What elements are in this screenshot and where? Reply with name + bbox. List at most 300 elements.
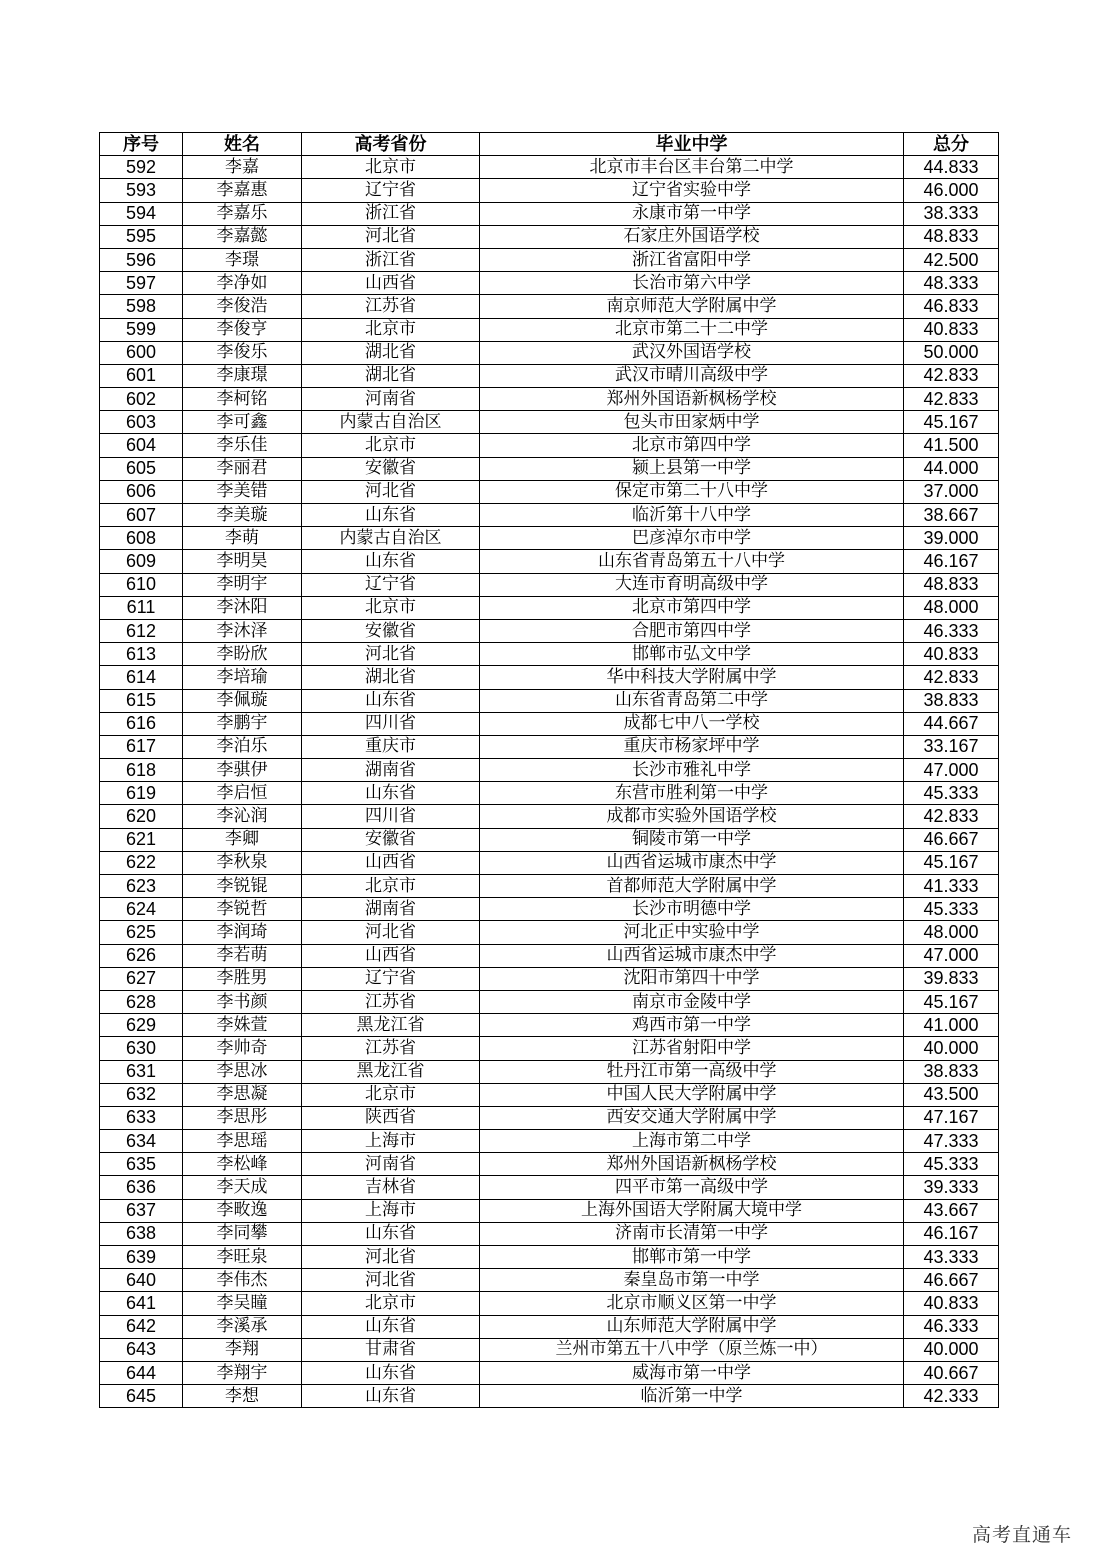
cell-score: 47.000 [904,944,999,967]
cell-score: 40.833 [904,643,999,666]
cell-province: 江苏省 [302,1037,480,1060]
cell-score: 46.333 [904,1315,999,1338]
table-row [100,619,999,642]
cell-province: 北京市 [302,156,480,179]
table-row [100,411,999,434]
table-row [100,1153,999,1176]
cell-name: 李思彤 [183,1106,302,1129]
header-province: 高考省份 [302,133,480,156]
cell-name: 李俊乐 [183,341,302,364]
cell-index: 645 [100,1385,183,1408]
table-row [100,782,999,805]
cell-name: 李俊亨 [183,318,302,341]
cell-school: 沈阳市第四十中学 [480,967,904,990]
cell-index: 606 [100,480,183,503]
cell-school: 北京市顺义区第一中学 [480,1292,904,1315]
cell-province: 河北省 [302,225,480,248]
cell-province: 内蒙古自治区 [302,527,480,550]
cell-score: 42.500 [904,248,999,271]
cell-index: 609 [100,550,183,573]
cell-name: 李溪承 [183,1315,302,1338]
cell-school: 西安交通大学附属中学 [480,1106,904,1129]
cell-school: 山东师范大学附属中学 [480,1315,904,1338]
cell-school: 包头市田家炳中学 [480,411,904,434]
cell-school: 郑州外国语新枫杨学校 [480,1153,904,1176]
cell-name: 李嘉 [183,156,302,179]
cell-score: 42.333 [904,1385,999,1408]
cell-index: 624 [100,898,183,921]
table-row [100,1060,999,1083]
cell-name: 李姝萱 [183,1014,302,1037]
cell-index: 628 [100,990,183,1013]
cell-name: 李畋逸 [183,1199,302,1222]
table-row [100,179,999,202]
cell-index: 618 [100,759,183,782]
cell-school: 合肥市第四中学 [480,619,904,642]
cell-name: 李美错 [183,480,302,503]
cell-school: 山东省青岛第五十八中学 [480,550,904,573]
cell-province: 湖南省 [302,898,480,921]
cell-name: 李俊浩 [183,295,302,318]
cell-school: 济南市长清第一中学 [480,1222,904,1245]
cell-province: 江苏省 [302,295,480,318]
cell-name: 李嘉懿 [183,225,302,248]
table-row [100,272,999,295]
cell-score: 38.833 [904,689,999,712]
table-row [100,1361,999,1384]
cell-score: 45.167 [904,411,999,434]
cell-school: 辽宁省实验中学 [480,179,904,202]
cell-name: 李吴瞳 [183,1292,302,1315]
cell-index: 644 [100,1361,183,1384]
table-row [100,759,999,782]
table-row [100,457,999,480]
cell-name: 李康璟 [183,364,302,387]
cell-index: 625 [100,921,183,944]
cell-school: 上海市第二中学 [480,1130,904,1153]
cell-province: 北京市 [302,875,480,898]
cell-index: 631 [100,1060,183,1083]
cell-school: 邯郸市弘文中学 [480,643,904,666]
table-row [100,1130,999,1153]
cell-province: 上海市 [302,1130,480,1153]
cell-score: 38.667 [904,504,999,527]
cell-province: 浙江省 [302,202,480,225]
cell-index: 598 [100,295,183,318]
cell-school: 大连市育明高级中学 [480,573,904,596]
cell-name: 李嘉乐 [183,202,302,225]
header-name: 姓名 [183,133,302,156]
cell-province: 山东省 [302,550,480,573]
cell-name: 李锐锟 [183,875,302,898]
cell-name: 李佩璇 [183,689,302,712]
table-row [100,573,999,596]
cell-index: 623 [100,875,183,898]
cell-score: 40.667 [904,1361,999,1384]
table-row [100,921,999,944]
cell-province: 北京市 [302,596,480,619]
cell-school: 浙江省富阳中学 [480,248,904,271]
table-row [100,805,999,828]
cell-name: 李翔 [183,1338,302,1361]
cell-score: 44.000 [904,457,999,480]
table-row [100,828,999,851]
cell-index: 622 [100,851,183,874]
cell-index: 610 [100,573,183,596]
cell-province: 黑龙江省 [302,1060,480,1083]
cell-score: 48.833 [904,573,999,596]
cell-province: 河北省 [302,643,480,666]
table-row [100,1269,999,1292]
cell-score: 46.667 [904,828,999,851]
cell-index: 599 [100,318,183,341]
cell-province: 辽宁省 [302,967,480,990]
cell-index: 602 [100,388,183,411]
cell-score: 45.167 [904,990,999,1013]
cell-school: 威海市第一中学 [480,1361,904,1384]
cell-score: 50.000 [904,341,999,364]
cell-name: 李思凝 [183,1083,302,1106]
table-row [100,735,999,758]
cell-score: 41.333 [904,875,999,898]
cell-school: 四平市第一高级中学 [480,1176,904,1199]
cell-score: 38.333 [904,202,999,225]
cell-index: 601 [100,364,183,387]
table-row [100,898,999,921]
cell-index: 593 [100,179,183,202]
cell-name: 李骐伊 [183,759,302,782]
cell-score: 48.833 [904,225,999,248]
cell-school: 东营市胜利第一中学 [480,782,904,805]
cell-index: 635 [100,1153,183,1176]
cell-name: 李乐佳 [183,434,302,457]
cell-score: 46.333 [904,619,999,642]
cell-index: 638 [100,1222,183,1245]
cell-school: 鸡西市第一中学 [480,1014,904,1037]
cell-school: 武汉外国语学校 [480,341,904,364]
cell-index: 611 [100,596,183,619]
header-school: 毕业中学 [480,133,904,156]
cell-name: 李美璇 [183,504,302,527]
cell-score: 33.167 [904,735,999,758]
cell-province: 山东省 [302,1361,480,1384]
cell-score: 47.167 [904,1106,999,1129]
cell-name: 李启恒 [183,782,302,805]
cell-name: 李泊乐 [183,735,302,758]
table-row [100,156,999,179]
cell-name: 李同攀 [183,1222,302,1245]
table-row [100,643,999,666]
cell-province: 内蒙古自治区 [302,411,480,434]
cell-name: 李翔宇 [183,1361,302,1384]
cell-school: 北京市第四中学 [480,596,904,619]
cell-index: 608 [100,527,183,550]
cell-name: 李萌 [183,527,302,550]
cell-school: 中国人民大学附属中学 [480,1083,904,1106]
cell-province: 甘肃省 [302,1338,480,1361]
cell-province: 河北省 [302,1269,480,1292]
cell-province: 北京市 [302,1292,480,1315]
cell-index: 637 [100,1199,183,1222]
cell-province: 四川省 [302,712,480,735]
table-row [100,596,999,619]
cell-province: 河北省 [302,480,480,503]
cell-province: 山东省 [302,1385,480,1408]
cell-index: 613 [100,643,183,666]
table-row [100,318,999,341]
table-row [100,202,999,225]
cell-index: 639 [100,1246,183,1269]
cell-school: 牡丹江市第一高级中学 [480,1060,904,1083]
table-row [100,1199,999,1222]
cell-score: 38.833 [904,1060,999,1083]
cell-score: 47.333 [904,1130,999,1153]
table-row [100,225,999,248]
cell-score: 39.333 [904,1176,999,1199]
cell-school: 首都师范大学附属中学 [480,875,904,898]
cell-name: 李秋泉 [183,851,302,874]
cell-index: 603 [100,411,183,434]
cell-score: 42.833 [904,364,999,387]
cell-province: 山东省 [302,504,480,527]
cell-score: 43.500 [904,1083,999,1106]
cell-score: 39.833 [904,967,999,990]
cell-index: 642 [100,1315,183,1338]
table-row [100,434,999,457]
cell-province: 浙江省 [302,248,480,271]
cell-province: 河北省 [302,1246,480,1269]
cell-name: 李可鑫 [183,411,302,434]
cell-index: 641 [100,1292,183,1315]
cell-score: 47.000 [904,759,999,782]
cell-index: 605 [100,457,183,480]
cell-province: 重庆市 [302,735,480,758]
cell-score: 46.167 [904,1222,999,1245]
cell-score: 42.833 [904,805,999,828]
table-body [100,156,999,1408]
cell-name: 李书颜 [183,990,302,1013]
cell-name: 李鹏宇 [183,712,302,735]
cell-province: 江苏省 [302,990,480,1013]
cell-index: 597 [100,272,183,295]
cell-province: 北京市 [302,1083,480,1106]
table-row [100,550,999,573]
cell-school: 秦皇岛市第一中学 [480,1269,904,1292]
cell-school: 临沂第一中学 [480,1385,904,1408]
cell-score: 45.167 [904,851,999,874]
cell-name: 李胜男 [183,967,302,990]
table-row [100,1222,999,1245]
cell-name: 李思瑶 [183,1130,302,1153]
cell-index: 629 [100,1014,183,1037]
cell-name: 李想 [183,1385,302,1408]
cell-province: 河南省 [302,388,480,411]
table-row [100,480,999,503]
cell-score: 40.833 [904,1292,999,1315]
cell-school: 山西省运城市康杰中学 [480,944,904,967]
cell-province: 湖南省 [302,759,480,782]
table-row [100,944,999,967]
cell-score: 40.000 [904,1338,999,1361]
cell-index: 636 [100,1176,183,1199]
cell-province: 山东省 [302,1315,480,1338]
cell-name: 李旺泉 [183,1246,302,1269]
cell-school: 兰州市第五十八中学（原兰炼一中） [480,1338,904,1361]
cell-index: 619 [100,782,183,805]
cell-school: 长沙市雅礼中学 [480,759,904,782]
cell-province: 山西省 [302,944,480,967]
header-score: 总分 [904,133,999,156]
cell-province: 北京市 [302,318,480,341]
cell-school: 长沙市明德中学 [480,898,904,921]
cell-name: 李净如 [183,272,302,295]
cell-index: 612 [100,619,183,642]
cell-score: 45.333 [904,782,999,805]
cell-name: 李培瑜 [183,666,302,689]
cell-score: 40.833 [904,318,999,341]
cell-name: 李沁润 [183,805,302,828]
cell-index: 616 [100,712,183,735]
cell-school: 北京市丰台区丰台第二中学 [480,156,904,179]
cell-name: 李沐阳 [183,596,302,619]
cell-index: 630 [100,1037,183,1060]
cell-name: 李思冰 [183,1060,302,1083]
cell-index: 634 [100,1130,183,1153]
table-row [100,1083,999,1106]
cell-index: 595 [100,225,183,248]
cell-province: 河北省 [302,921,480,944]
cell-score: 46.833 [904,295,999,318]
cell-province: 吉林省 [302,1176,480,1199]
cell-school: 北京市第二十二中学 [480,318,904,341]
table-row [100,1385,999,1408]
cell-school: 保定市第二十八中学 [480,480,904,503]
table-row [100,1176,999,1199]
cell-score: 41.500 [904,434,999,457]
cell-score: 46.167 [904,550,999,573]
cell-index: 600 [100,341,183,364]
cell-province: 湖北省 [302,341,480,364]
cell-school: 武汉市晴川高级中学 [480,364,904,387]
table-row [100,1037,999,1060]
cell-school: 江苏省射阳中学 [480,1037,904,1060]
cell-school: 南京师范大学附属中学 [480,295,904,318]
cell-score: 43.667 [904,1199,999,1222]
table-row [100,1246,999,1269]
cell-index: 617 [100,735,183,758]
cell-province: 黑龙江省 [302,1014,480,1037]
cell-name: 李盼欣 [183,643,302,666]
cell-score: 42.833 [904,666,999,689]
table-row [100,527,999,550]
cell-index: 640 [100,1269,183,1292]
cell-score: 41.000 [904,1014,999,1037]
cell-index: 621 [100,828,183,851]
cell-school: 永康市第一中学 [480,202,904,225]
table-row [100,666,999,689]
table-row [100,388,999,411]
cell-index: 604 [100,434,183,457]
cell-name: 李若萌 [183,944,302,967]
cell-index: 626 [100,944,183,967]
cell-province: 四川省 [302,805,480,828]
cell-score: 48.000 [904,596,999,619]
table-row [100,1338,999,1361]
cell-province: 上海市 [302,1199,480,1222]
cell-score: 42.833 [904,388,999,411]
cell-name: 李锐哲 [183,898,302,921]
cell-school: 华中科技大学附属中学 [480,666,904,689]
cell-name: 李天成 [183,1176,302,1199]
table-row [100,1292,999,1315]
table-row [100,248,999,271]
cell-index: 633 [100,1106,183,1129]
watermark-text: 高考直通车 [971,1524,1072,1546]
table-row [100,1315,999,1338]
cell-score: 43.333 [904,1246,999,1269]
cell-index: 620 [100,805,183,828]
table-row [100,1014,999,1037]
cell-name: 李沐泽 [183,619,302,642]
cell-school: 郑州外国语新枫杨学校 [480,388,904,411]
table-row [100,364,999,387]
cell-province: 山西省 [302,851,480,874]
cell-school: 河北正中实验中学 [480,921,904,944]
cell-school: 巴彦淖尔市中学 [480,527,904,550]
cell-province: 湖北省 [302,364,480,387]
cell-name: 李伟杰 [183,1269,302,1292]
cell-province: 辽宁省 [302,179,480,202]
table-row [100,712,999,735]
cell-index: 643 [100,1338,183,1361]
table-row [100,990,999,1013]
cell-school: 成都市实验外国语学校 [480,805,904,828]
cell-name: 李卿 [183,828,302,851]
cell-school: 南京市金陵中学 [480,990,904,1013]
cell-score: 48.333 [904,272,999,295]
score-table [99,132,999,1408]
cell-name: 李丽君 [183,457,302,480]
cell-name: 李璟 [183,248,302,271]
cell-score: 48.000 [904,921,999,944]
cell-score: 40.000 [904,1037,999,1060]
cell-name: 李柯铭 [183,388,302,411]
cell-score: 39.000 [904,527,999,550]
cell-province: 安徽省 [302,619,480,642]
table-row [100,875,999,898]
cell-name: 李明昊 [183,550,302,573]
cell-score: 44.667 [904,712,999,735]
cell-province: 河南省 [302,1153,480,1176]
cell-school: 上海外国语大学附属大境中学 [480,1199,904,1222]
cell-score: 44.833 [904,156,999,179]
cell-province: 山东省 [302,782,480,805]
cell-school: 成都七中八一学校 [480,712,904,735]
cell-school: 山东省青岛第二中学 [480,689,904,712]
cell-school: 邯郸市第一中学 [480,1246,904,1269]
header-index: 序号 [100,133,183,156]
table-row [100,1106,999,1129]
cell-index: 607 [100,504,183,527]
cell-school: 山西省运城市康杰中学 [480,851,904,874]
cell-school: 长治市第六中学 [480,272,904,295]
cell-school: 北京市第四中学 [480,434,904,457]
cell-province: 山东省 [302,689,480,712]
table-row [100,851,999,874]
cell-school: 重庆市杨家坪中学 [480,735,904,758]
cell-index: 627 [100,967,183,990]
table-row [100,295,999,318]
